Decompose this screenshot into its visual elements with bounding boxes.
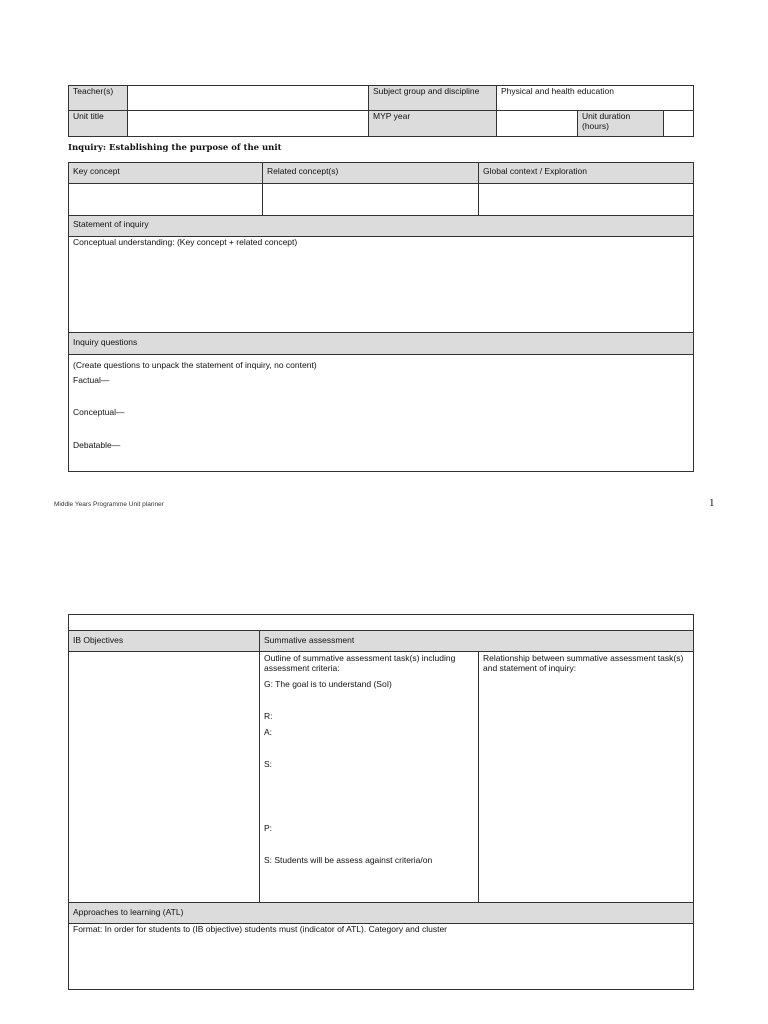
unit-duration-label: Unit duration (hours) [577,110,664,137]
product-line: P: [264,823,273,833]
ib-objectives-label: IB Objectives [68,630,260,652]
global-context-label: Global context / Exploration [478,162,694,184]
ib-objectives-field[interactable] [68,651,260,903]
unit-duration-field[interactable] [663,110,694,137]
subject-group-label: Subject group and discipline [368,85,497,111]
debatable-question: Debatable— [73,440,121,450]
atl-label: Approaches to learning (ATL) [68,902,694,924]
summative-assessment-label: Summative assessment [259,630,694,652]
statement-of-inquiry-label: Statement of inquiry [68,215,694,237]
teacher-field[interactable] [127,85,369,111]
audience-line: A: [264,727,273,737]
key-concept-field[interactable] [68,183,263,216]
inquiry-questions-label: Inquiry questions [68,332,694,355]
unit-title-label: Unit title [68,110,128,137]
page-number: 1 [709,497,715,509]
page2-top-row [68,614,694,631]
inquiry-heading: Inquiry: Establishing the purpose of the unit [68,143,282,153]
related-concept-label: Related concept(s) [262,162,479,184]
inquiry-questions-field[interactable] [68,354,694,472]
global-context-field[interactable] [478,183,694,216]
subject-group-value[interactable]: Physical and health education [496,85,694,111]
situation-line: S: [264,759,273,769]
related-concept-field[interactable] [262,183,479,216]
teacher-label: Teacher(s) [68,85,128,111]
conceptual-question: Conceptual— [73,407,125,417]
statement-of-inquiry-field[interactable]: Conceptual understanding: (Key concept + related concept) [68,236,694,333]
key-concept-label: Key concept [68,162,263,184]
unit-title-field[interactable] [127,110,369,137]
factual-question: Factual— [73,375,110,385]
atl-field[interactable]: Format: In order for students to (IB objective) students must (indicator of ATL). Category and cluster [68,923,694,990]
goal-line: G: The goal is to understand (SoI) [264,679,392,689]
role-line: R: [264,711,273,721]
myp-year-field[interactable] [496,110,578,137]
questions-note: (Create questions to unpack the statement of inquiry, no content) [73,360,317,370]
outline-label: Outline of summative assessment task(s) including assessment criteria: [264,653,456,674]
footer-text: Middle Years Programme Unit planner [54,501,164,508]
standards-line: S: Students will be assess against criteria/on [264,855,433,865]
relationship-field[interactable] [478,651,694,903]
relationship-label: Relationship between summative assessment task(s) and statement of inquiry: [483,653,684,674]
summative-outline-field[interactable] [259,651,479,903]
myp-year-label: MYP year [368,110,497,137]
